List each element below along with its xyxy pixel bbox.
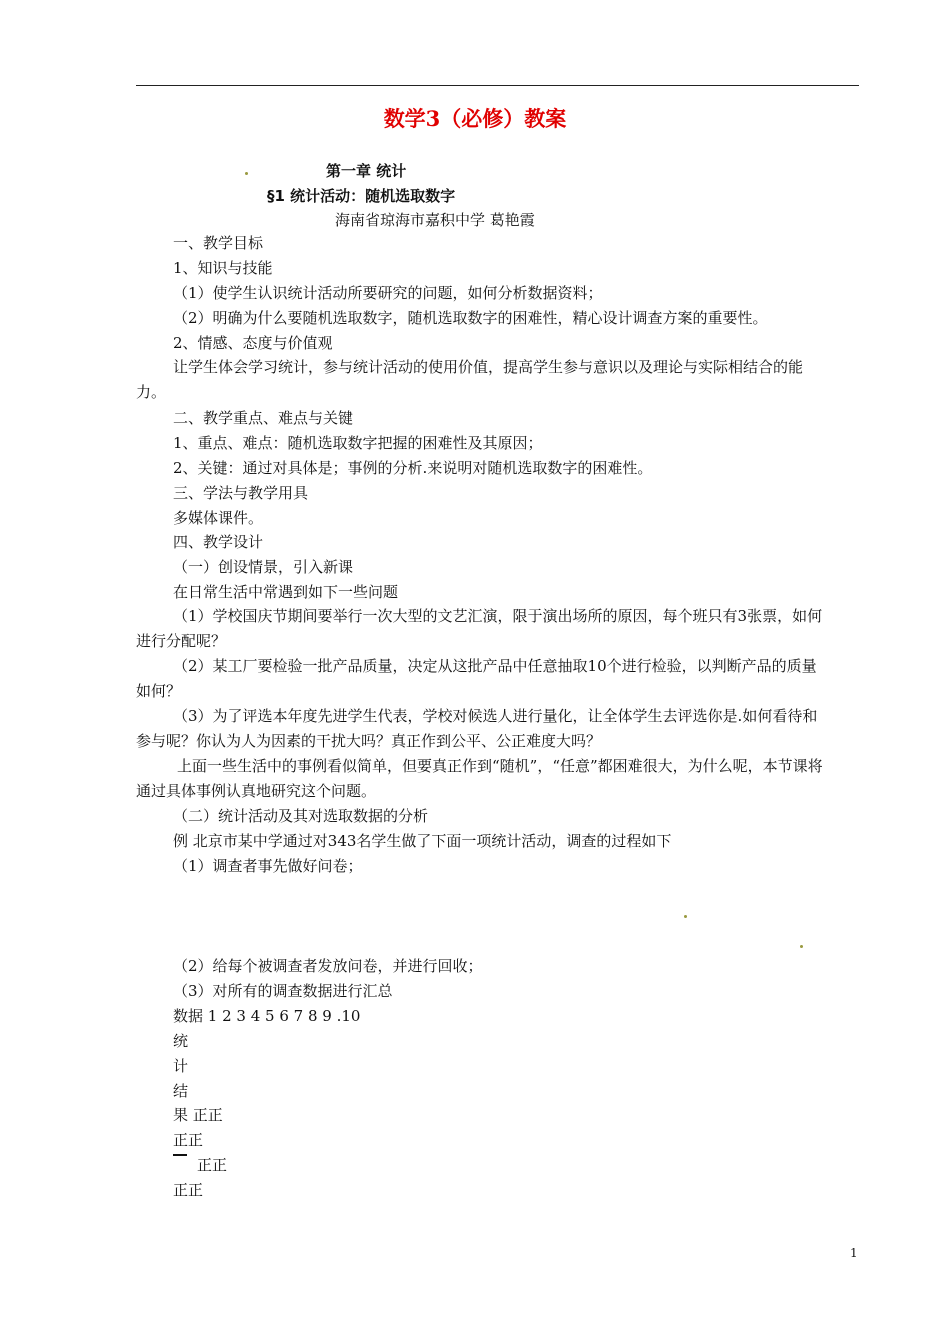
heading-key-points: 二、教学重点、难点与关键 xyxy=(173,409,354,427)
stray-dot xyxy=(684,915,687,918)
tally-row-3: 正正 xyxy=(197,1156,228,1174)
stray-dot xyxy=(800,945,803,948)
goal-item-2: （2）明确为什么要随机选取数字，随机选取数字的困难性，精心设计调查方案的重要性。 xyxy=(173,309,768,327)
tally-row-1: 果 正正 xyxy=(173,1106,223,1124)
goal-item-1: （1）使学生认识统计活动所要研究的问题，如何分析数据资料； xyxy=(173,284,603,302)
problem-3: （3）为了评选本年度先进学生代表，学校对候选人进行量化，让全体学生去评选你是.如何看待和参与呢？你认为人为因素的干扰大吗？真正作到公平、公正难度大吗？ xyxy=(136,707,818,750)
key-point-1: 1、重点、难点：随机选取数字把握的困难性及其原因； xyxy=(173,434,543,452)
problem-2: （2）某工厂要检验一批产品质量，决定从这批产品中任意抽取10个进行检验，以判断产品的质量如何？ xyxy=(136,657,817,700)
section-heading: §1 统计活动：随机选取数字 xyxy=(267,187,456,205)
subheading-knowledge-skills: 1、知识与技能 xyxy=(173,259,273,277)
stat-label-1: 统 xyxy=(173,1032,189,1050)
example-intro: 例 北京市某中学通过对343名学生做了下面一项统计活动，调查的过程如下 xyxy=(173,832,672,850)
tally-row-4: 正正 xyxy=(173,1181,204,1199)
document-title: 数学3（必修）教案 xyxy=(383,106,567,131)
subheading-scenario: （一）创设情景，引入新课 xyxy=(173,558,354,576)
data-row: 数据 1 2 3 4 5 6 7 8 9 .10 xyxy=(173,1007,361,1025)
stray-dot xyxy=(245,172,248,175)
heading-methods-tools: 三、学法与教学用具 xyxy=(173,484,309,502)
header-rule xyxy=(136,85,859,86)
problem-1: （1）学校国庆节期间要举行一次大型的文艺汇演，限于演出场所的原因，每个班只有3张票，如何进行分配呢？ xyxy=(136,607,823,650)
tally-dash xyxy=(173,1154,187,1156)
stat-label-3: 结 xyxy=(173,1082,189,1100)
attitude-paragraph: 让学生体会学习统计，参与统计活动的使用价值，提高学生参与意识以及理论与实际相结合的能力。 xyxy=(136,358,804,401)
scenario-intro: 在日常生活中常遇到如下一些问题 xyxy=(173,583,399,601)
page-number: 1 xyxy=(850,1246,858,1260)
tools-line: 多媒体课件。 xyxy=(173,509,264,527)
analysis-paragraph: 上面一些生活中的事例看似简单，但要真正作到“随机”，“任意”都困难很大，为什么呢，本节课将通过具体事例认真地研究这个问题。 xyxy=(136,757,823,800)
heading-teaching-design: 四、教学设计 xyxy=(173,533,264,551)
heading-teaching-goals: 一、教学目标 xyxy=(173,234,264,252)
key-point-2: 2、关键：通过对具体是；事例的分析.来说明对随机选取数字的困难性。 xyxy=(173,459,653,477)
survey-step-1: （1）调查者事先做好问卷； xyxy=(173,857,363,875)
author-line: 海南省琼海市嘉积中学 葛艳霞 xyxy=(335,211,535,229)
stat-label-2: 计 xyxy=(173,1057,189,1075)
subheading-attitude-values: 2、情感、态度与价值观 xyxy=(173,334,333,352)
chapter-heading: 第一章 统计 xyxy=(326,162,407,180)
survey-step-2: （2）给每个被调查者发放问卷，并进行回收； xyxy=(173,957,483,975)
survey-step-3: （3）对所有的调查数据进行汇总 xyxy=(173,982,393,1000)
subheading-statistics-activity: （二）统计活动及其对选取数据的分析 xyxy=(173,807,429,825)
tally-row-2: 正正 xyxy=(173,1131,204,1149)
